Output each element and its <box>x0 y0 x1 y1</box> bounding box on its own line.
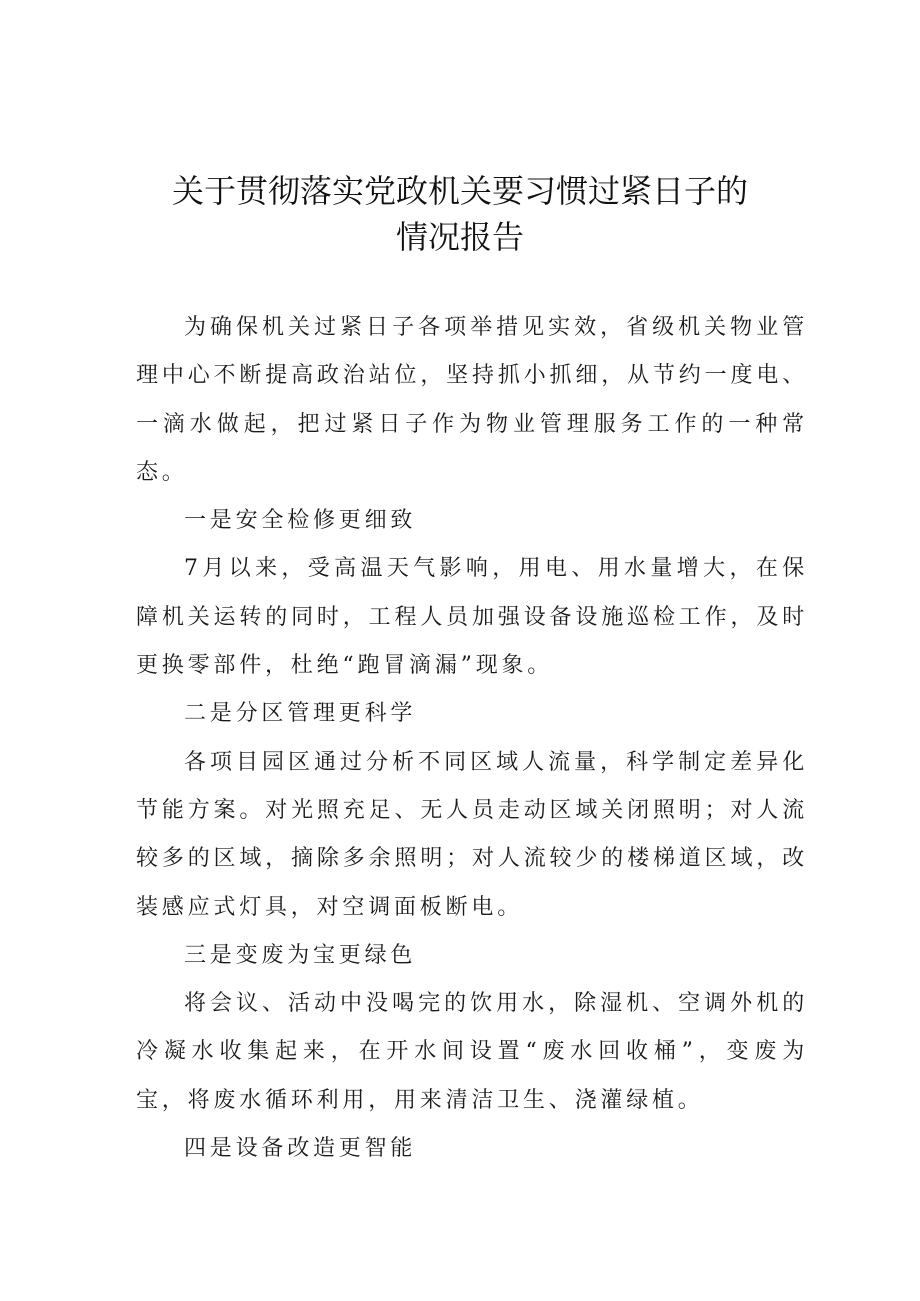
section-paragraph-1: 7月以来，受高温天气影响，用电、用水量增大，在保障机关运转的同时，工程人员加强设备设施巡检工作，及时更换零部件，杜绝“跑冒滴漏”现象。 <box>136 556 808 679</box>
section-heading-3: 三是变废为宝更绿色 <box>184 942 417 968</box>
section-heading-2: 二是分区管理更科学 <box>184 701 417 727</box>
title-line-2: 情况报告 <box>395 218 524 256</box>
section-heading-1: 一是安全检修更细致 <box>184 508 417 534</box>
intro-paragraph: 为确保机关过紧日子各项举措见实效，省级机关物业管理中心不断提高政治站位，坚持抓小抓细，从节约一度电、一滴水做起，把过紧日子作为物业管理服务工作的一种常态。 <box>136 315 808 485</box>
section-paragraph-3: 将会议、活动中没喝完的饮用水，除湿机、空调外机的冷凝水收集起来，在开水间设置“废水回收桶”，变废为宝，将废水循环利用，用来清洁卫生、浇灌绿植。 <box>136 991 808 1113</box>
document-body <box>136 304 808 1173</box>
document-title <box>0 168 920 260</box>
section-paragraph-2: 各项目园区通过分析不同区域人流量，科学制定差异化节能方案。对光照充足、无人员走动区域关闭照明；对人流较多的区域，摘除多余照明；对人流较少的楼梯道区域，改装感应式灯具，对空调面板断电。 <box>136 749 808 920</box>
section-heading-4: 四是设备改造更智能 <box>184 1136 417 1162</box>
title-line-1: 关于贯彻落实党政机关要习惯过紧日子的 <box>171 172 748 210</box>
